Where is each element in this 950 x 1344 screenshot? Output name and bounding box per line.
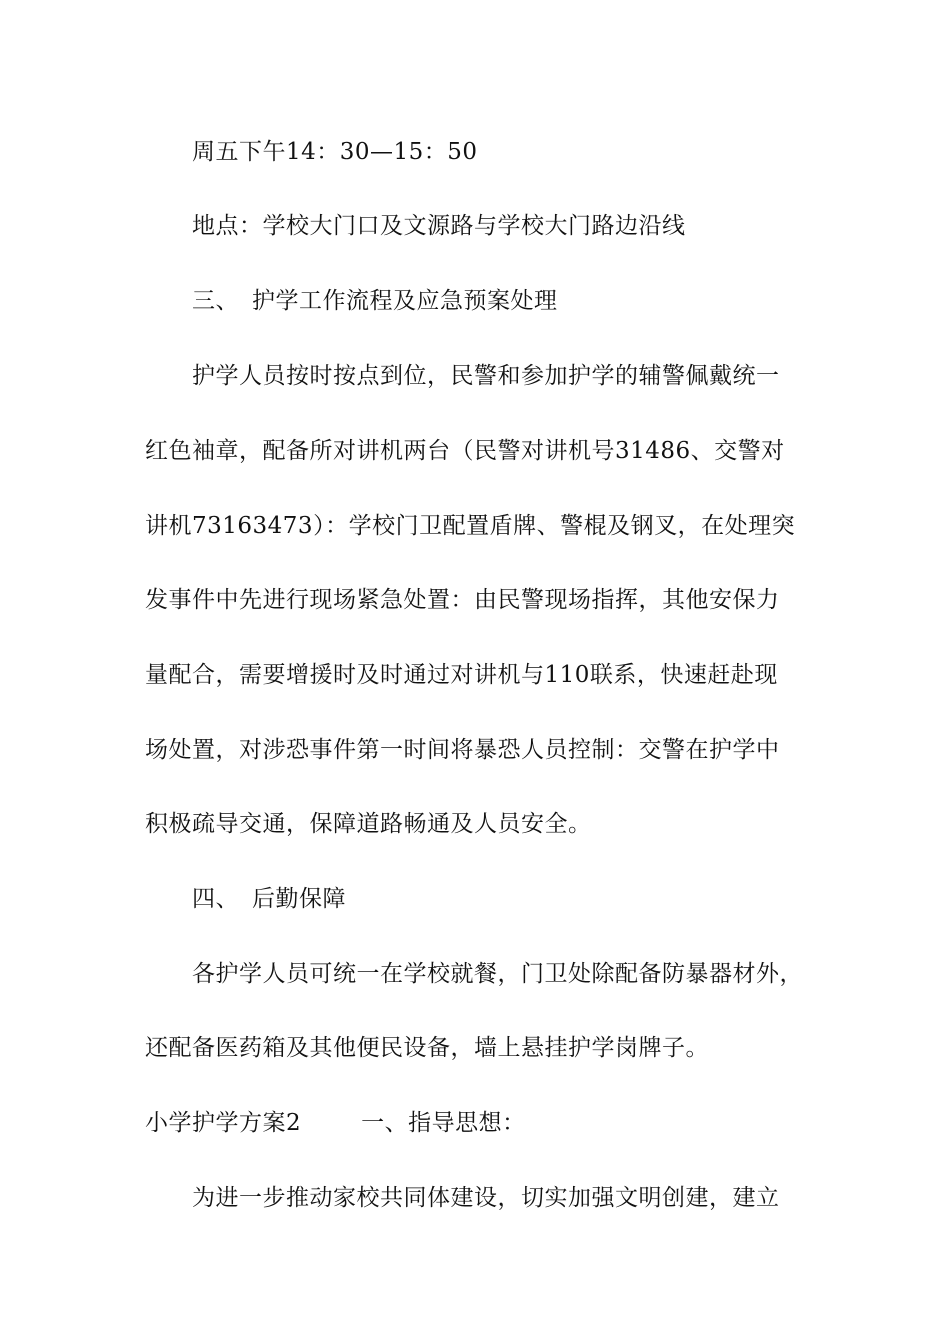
section-title: 后勤保障 xyxy=(252,886,346,912)
paragraph-line: 讲机73163473）：学校门卫配置盾牌、警棍及钢叉，在处理突 xyxy=(145,513,796,539)
plan-title-line xyxy=(145,1103,825,1143)
section-number: 四、 xyxy=(192,886,239,912)
plan-subheading: 一、指导思想： xyxy=(361,1110,526,1136)
paragraph-line: 积极疏导交通，保障道路畅通及人员安全。 xyxy=(145,811,592,837)
location-line: 地点：学校大门口及文源路与学校大门路边沿线 xyxy=(192,213,686,239)
paragraph-line: 为进一步推动家校共同体建设，切实加强文明创建，建立 xyxy=(192,1185,780,1211)
paragraph-line: 场处置，对涉恐事件第一时间将暴恐人员控制：交警在护学中 xyxy=(145,737,780,763)
plan-title: 小学护学方案2 xyxy=(145,1110,302,1136)
schedule-time-line: 周五下午14：30—15：50 xyxy=(192,139,478,165)
section-number: 三、 xyxy=(192,288,239,314)
paragraph-line: 护学人员按时按点到位，民警和参加护学的辅警佩戴统一 xyxy=(192,363,780,389)
paragraph-line: 各护学人员可统一在学校就餐，门卫处除配备防暴器材外， xyxy=(192,961,803,987)
paragraph-line: 红色袖章，配备所对讲机两台（民警对讲机号31486、交警对 xyxy=(145,438,785,464)
paragraph-line: 发事件中先进行现场紧急处置：由民警现场指挥，其他安保力 xyxy=(145,587,780,613)
section-heading-4 xyxy=(192,879,872,919)
paragraph-line: 量配合，需要增援时及时通过对讲机与110联系，快速赶赴现 xyxy=(145,662,778,688)
section-heading-3 xyxy=(192,281,872,321)
paragraph-line: 还配备医药箱及其他便民设备，墙上悬挂护学岗牌子。 xyxy=(145,1035,709,1061)
section-title: 护学工作流程及应急预案处理 xyxy=(252,288,558,314)
